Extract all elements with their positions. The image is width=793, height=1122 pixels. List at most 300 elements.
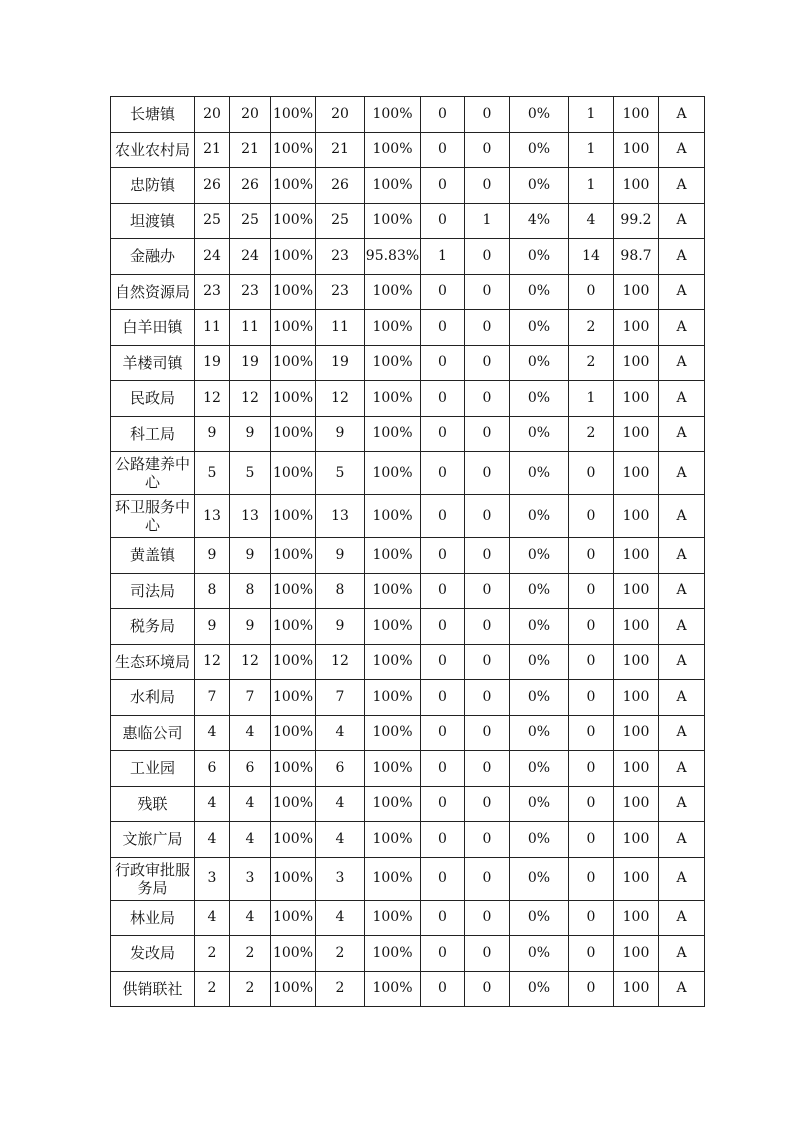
table-cell: 5 (316, 452, 365, 495)
table-cell: A (659, 609, 705, 645)
row-name-cell: 金融办 (111, 239, 195, 275)
table-cell: 8 (230, 573, 271, 609)
table-cell: 0 (465, 573, 510, 609)
table-cell: 1 (569, 132, 614, 168)
table-cell: 0% (510, 971, 569, 1007)
table-cell: 0% (510, 381, 569, 417)
table-cell: 0 (421, 203, 465, 239)
row-name-cell: 行政审批服务局 (111, 857, 195, 900)
row-name-cell: 司法局 (111, 573, 195, 609)
table-cell: 0 (421, 936, 465, 972)
table-cell: 100% (365, 609, 421, 645)
table-cell: 0% (510, 680, 569, 716)
table-cell: 0 (569, 452, 614, 495)
table-row (111, 452, 705, 495)
table-row (111, 680, 705, 716)
table-cell: 0% (510, 900, 569, 936)
table-cell: 0 (465, 751, 510, 787)
table-cell: 9 (195, 416, 230, 452)
table-cell: 100% (271, 416, 316, 452)
table-cell: 2 (316, 971, 365, 1007)
table-cell: 21 (230, 132, 271, 168)
table-cell: 13 (230, 495, 271, 538)
table-cell: 0 (465, 274, 510, 310)
table-cell: 100% (365, 345, 421, 381)
table-cell: 0 (465, 900, 510, 936)
row-name-cell: 民政局 (111, 381, 195, 417)
table-cell: 0 (465, 822, 510, 858)
table-cell: A (659, 239, 705, 275)
table-cell: 2 (195, 971, 230, 1007)
table-cell: 25 (230, 203, 271, 239)
table-cell: 23 (316, 274, 365, 310)
table-cell: 13 (195, 495, 230, 538)
table-cell: 8 (316, 573, 365, 609)
table-cell: 5 (195, 452, 230, 495)
table-cell: A (659, 715, 705, 751)
table-cell: 100 (614, 786, 659, 822)
table-cell: 100 (614, 822, 659, 858)
table-cell: 0 (421, 786, 465, 822)
table-cell: 95.83% (365, 239, 421, 275)
table-cell: 6 (230, 751, 271, 787)
table-cell: 0 (569, 900, 614, 936)
table-cell: 2 (569, 416, 614, 452)
row-name-cell: 农业农村局 (111, 132, 195, 168)
table-row (111, 573, 705, 609)
table-cell: 2 (316, 936, 365, 972)
table-cell: 9 (230, 538, 271, 574)
table-cell: 23 (195, 274, 230, 310)
table-cell: 0 (421, 971, 465, 1007)
table-cell: 100% (365, 132, 421, 168)
row-name-cell: 惠临公司 (111, 715, 195, 751)
table-cell: 100 (614, 971, 659, 1007)
table-cell: 0 (421, 538, 465, 574)
table-cell: A (659, 751, 705, 787)
table-cell: 100% (271, 538, 316, 574)
table-row (111, 822, 705, 858)
table-cell: 0 (465, 857, 510, 900)
table-cell: 0 (465, 416, 510, 452)
table-cell: A (659, 786, 705, 822)
table-row (111, 936, 705, 972)
table-cell: 0 (569, 715, 614, 751)
table-cell: 0% (510, 168, 569, 204)
table-cell: 100 (614, 936, 659, 972)
table-cell: 0 (569, 274, 614, 310)
table-cell: 0 (465, 936, 510, 972)
row-name-cell: 科工局 (111, 416, 195, 452)
row-name-cell: 林业局 (111, 900, 195, 936)
table-cell: 0% (510, 644, 569, 680)
table-cell: 100% (365, 857, 421, 900)
table-cell: 100 (614, 97, 659, 133)
table-cell: 0% (510, 609, 569, 645)
table-cell: 100% (271, 971, 316, 1007)
table-cell: 0 (569, 936, 614, 972)
table-cell: 100 (614, 452, 659, 495)
table-cell: 100% (271, 715, 316, 751)
table-cell: 4% (510, 203, 569, 239)
table-row (111, 97, 705, 133)
table-cell: 100 (614, 345, 659, 381)
table-cell: 100 (614, 168, 659, 204)
row-name-cell: 自然资源局 (111, 274, 195, 310)
table-row (111, 203, 705, 239)
table-cell: 100% (271, 168, 316, 204)
table-cell: A (659, 900, 705, 936)
table-cell: 2 (195, 936, 230, 972)
table-cell: A (659, 822, 705, 858)
table-cell: A (659, 97, 705, 133)
row-name-cell: 发改局 (111, 936, 195, 972)
table-row (111, 538, 705, 574)
table-cell: 0 (569, 971, 614, 1007)
table-cell: 0 (465, 715, 510, 751)
table-cell: 0% (510, 822, 569, 858)
table-cell: 23 (316, 239, 365, 275)
table-cell: 0 (421, 495, 465, 538)
row-name-cell: 水利局 (111, 680, 195, 716)
table-cell: 0 (465, 97, 510, 133)
table-cell: A (659, 168, 705, 204)
table-cell: 100 (614, 132, 659, 168)
table-cell: 3 (195, 857, 230, 900)
table-cell: A (659, 857, 705, 900)
table-cell: 11 (195, 310, 230, 346)
table-cell: A (659, 203, 705, 239)
table-cell: 11 (230, 310, 271, 346)
table-cell: 0 (569, 786, 614, 822)
table-row (111, 751, 705, 787)
table-cell: 13 (316, 495, 365, 538)
table-cell: 23 (230, 274, 271, 310)
table-cell: 0% (510, 857, 569, 900)
table-cell: 12 (195, 381, 230, 417)
table-row (111, 644, 705, 680)
table-cell: 0 (421, 274, 465, 310)
table-cell: 0 (421, 822, 465, 858)
table-cell: 100 (614, 900, 659, 936)
table-cell: 7 (316, 680, 365, 716)
row-name-cell: 文旅广局 (111, 822, 195, 858)
table-cell: 100% (271, 239, 316, 275)
table-cell: 0% (510, 715, 569, 751)
table-cell: 0% (510, 573, 569, 609)
table-cell: 100% (365, 573, 421, 609)
table-cell: 0 (421, 573, 465, 609)
table-cell: 100% (365, 168, 421, 204)
table-cell: 9 (230, 416, 271, 452)
table-cell: 3 (230, 857, 271, 900)
table-row (111, 786, 705, 822)
table-cell: 4 (230, 786, 271, 822)
table-cell: 100% (365, 971, 421, 1007)
table-cell: 100% (271, 680, 316, 716)
table-cell: A (659, 274, 705, 310)
table-cell: 2 (230, 971, 271, 1007)
table-cell: A (659, 416, 705, 452)
table-cell: A (659, 680, 705, 716)
table-cell: 100% (365, 310, 421, 346)
table-cell: A (659, 936, 705, 972)
table-cell: 0 (465, 680, 510, 716)
table-cell: 100% (271, 274, 316, 310)
table-cell: 0 (465, 786, 510, 822)
table-cell: 100% (271, 203, 316, 239)
table-cell: A (659, 573, 705, 609)
table-cell: 1 (569, 168, 614, 204)
table-cell: 0 (421, 97, 465, 133)
table-cell: 100 (614, 495, 659, 538)
table-row (111, 416, 705, 452)
table-cell: 100% (271, 97, 316, 133)
table-cell: 99.2 (614, 203, 659, 239)
table-cell: 100 (614, 609, 659, 645)
table-cell: 0 (465, 239, 510, 275)
table-cell: 100% (365, 416, 421, 452)
row-name-cell: 公路建养中心 (111, 452, 195, 495)
table-cell: 26 (195, 168, 230, 204)
table-cell: A (659, 644, 705, 680)
table-cell: 100% (271, 452, 316, 495)
table-row (111, 239, 705, 275)
table-cell: 0 (569, 538, 614, 574)
table-cell: 0 (421, 715, 465, 751)
table-cell: 100% (271, 857, 316, 900)
row-name-cell: 白羊田镇 (111, 310, 195, 346)
table-cell: 0% (510, 495, 569, 538)
table-cell: 11 (316, 310, 365, 346)
table-cell: 0 (421, 680, 465, 716)
table-cell: 0% (510, 345, 569, 381)
table-cell: 100 (614, 857, 659, 900)
table-cell: 4 (569, 203, 614, 239)
table-cell: 100% (365, 495, 421, 538)
table-cell: 4 (195, 715, 230, 751)
table-cell: 2 (569, 310, 614, 346)
table-cell: 100 (614, 381, 659, 417)
table-cell: 0 (421, 857, 465, 900)
row-name-cell: 残联 (111, 786, 195, 822)
table-cell: 2 (569, 345, 614, 381)
row-name-cell: 坦渡镇 (111, 203, 195, 239)
table-cell: 100 (614, 751, 659, 787)
table-cell: A (659, 310, 705, 346)
row-name-cell: 供销联社 (111, 971, 195, 1007)
table-cell: 0 (569, 644, 614, 680)
table-cell: 0 (421, 168, 465, 204)
table-cell: A (659, 495, 705, 538)
table-cell: 0 (465, 609, 510, 645)
table-cell: 0% (510, 416, 569, 452)
table-cell: 12 (316, 644, 365, 680)
table-cell: 100 (614, 644, 659, 680)
table-cell: 12 (230, 644, 271, 680)
table-cell: 0 (569, 751, 614, 787)
table-cell: 0 (465, 345, 510, 381)
table-cell: 100 (614, 715, 659, 751)
table-cell: 100% (365, 936, 421, 972)
table-cell: 9 (230, 609, 271, 645)
table-cell: 100% (365, 680, 421, 716)
table-cell: 0 (465, 971, 510, 1007)
table-cell: 100% (271, 900, 316, 936)
table-cell: 100% (271, 751, 316, 787)
table-cell: 100% (271, 936, 316, 972)
table-cell: A (659, 132, 705, 168)
table-row (111, 345, 705, 381)
table-cell: 6 (316, 751, 365, 787)
table-cell: 21 (195, 132, 230, 168)
table-cell: 20 (316, 97, 365, 133)
table-cell: 6 (195, 751, 230, 787)
table-row (111, 495, 705, 538)
table-row (111, 609, 705, 645)
table-cell: 100% (271, 495, 316, 538)
table-cell: 20 (195, 97, 230, 133)
table-cell: 12 (316, 381, 365, 417)
table-cell: 0 (421, 609, 465, 645)
table-cell: 0 (465, 310, 510, 346)
table-cell: 100% (271, 573, 316, 609)
table-cell: 0 (465, 132, 510, 168)
table-cell: 0 (421, 416, 465, 452)
table-cell: 3 (316, 857, 365, 900)
table-cell: 0% (510, 786, 569, 822)
table-cell: 4 (316, 900, 365, 936)
table-row (111, 274, 705, 310)
table-cell: 100% (271, 310, 316, 346)
table-cell: 26 (316, 168, 365, 204)
table-cell: 0 (569, 822, 614, 858)
table-cell: A (659, 452, 705, 495)
table-cell: 21 (316, 132, 365, 168)
table-cell: A (659, 345, 705, 381)
table-cell: 0% (510, 538, 569, 574)
table-cell: 0% (510, 132, 569, 168)
table-cell: 100% (271, 786, 316, 822)
table-cell: 100% (365, 203, 421, 239)
table-cell: 100 (614, 538, 659, 574)
table-cell: 100% (365, 381, 421, 417)
table-cell: 100 (614, 680, 659, 716)
table-cell: 0 (465, 168, 510, 204)
table-cell: 100% (271, 132, 316, 168)
table-cell: 100% (365, 452, 421, 495)
table-cell: 0 (569, 609, 614, 645)
table-row (111, 857, 705, 900)
table-cell: 0 (465, 495, 510, 538)
table-cell: 24 (230, 239, 271, 275)
table-cell: 4 (230, 900, 271, 936)
table-cell: 0 (421, 310, 465, 346)
table-cell: 7 (195, 680, 230, 716)
table-row (111, 900, 705, 936)
table-row (111, 132, 705, 168)
table-cell: 100% (365, 751, 421, 787)
table-cell: 1 (569, 381, 614, 417)
table-cell: A (659, 538, 705, 574)
table-cell: 2 (230, 936, 271, 972)
table-cell: 0 (421, 381, 465, 417)
table-cell: 4 (195, 822, 230, 858)
table-cell: 9 (195, 538, 230, 574)
table-cell: 100% (365, 715, 421, 751)
table-cell: 26 (230, 168, 271, 204)
table-cell: 100% (271, 644, 316, 680)
table-cell: 0 (465, 381, 510, 417)
table-cell: 100% (271, 822, 316, 858)
table-cell: 0 (569, 857, 614, 900)
table-row (111, 168, 705, 204)
table-cell: 0% (510, 310, 569, 346)
table-cell: 19 (230, 345, 271, 381)
table-cell: 0 (421, 644, 465, 680)
table-cell: 100% (365, 644, 421, 680)
table-cell: 0 (465, 538, 510, 574)
table-cell: 9 (195, 609, 230, 645)
table-cell: 0% (510, 239, 569, 275)
table-cell: 0 (569, 495, 614, 538)
table-cell: 0 (569, 680, 614, 716)
table-row (111, 971, 705, 1007)
table-cell: 0 (421, 452, 465, 495)
table-cell: 4 (316, 786, 365, 822)
table-cell: 8 (195, 573, 230, 609)
table-cell: 9 (316, 538, 365, 574)
table-cell: 0 (421, 751, 465, 787)
table-cell: 98.7 (614, 239, 659, 275)
table-cell: 5 (230, 452, 271, 495)
table-cell: 0% (510, 452, 569, 495)
table-cell: 4 (230, 822, 271, 858)
table-cell: 0 (569, 573, 614, 609)
table-cell: 0% (510, 97, 569, 133)
table-cell: 1 (465, 203, 510, 239)
table-cell: 100% (365, 822, 421, 858)
table-cell: 0% (510, 751, 569, 787)
table-cell: 7 (230, 680, 271, 716)
table-cell: 14 (569, 239, 614, 275)
table-cell: 100% (365, 900, 421, 936)
row-name-cell: 工业园 (111, 751, 195, 787)
table-row (111, 381, 705, 417)
row-name-cell: 黄盖镇 (111, 538, 195, 574)
table-cell: 4 (316, 715, 365, 751)
table-cell: 0 (465, 452, 510, 495)
table-cell: 0% (510, 936, 569, 972)
table-cell: 4 (195, 900, 230, 936)
table-cell: 24 (195, 239, 230, 275)
table-cell: 100% (365, 274, 421, 310)
table-cell: 4 (195, 786, 230, 822)
row-name-cell: 长塘镇 (111, 97, 195, 133)
table-cell: 25 (195, 203, 230, 239)
table-cell: 100% (271, 381, 316, 417)
table-cell: 0 (421, 132, 465, 168)
table-cell: 100% (365, 538, 421, 574)
row-name-cell: 忠防镇 (111, 168, 195, 204)
table-cell: 100% (271, 345, 316, 381)
table-cell: 4 (316, 822, 365, 858)
table-cell: 9 (316, 609, 365, 645)
table-cell: 100% (365, 97, 421, 133)
table-cell: 12 (230, 381, 271, 417)
table-cell: 100 (614, 573, 659, 609)
table-cell: 100% (365, 786, 421, 822)
